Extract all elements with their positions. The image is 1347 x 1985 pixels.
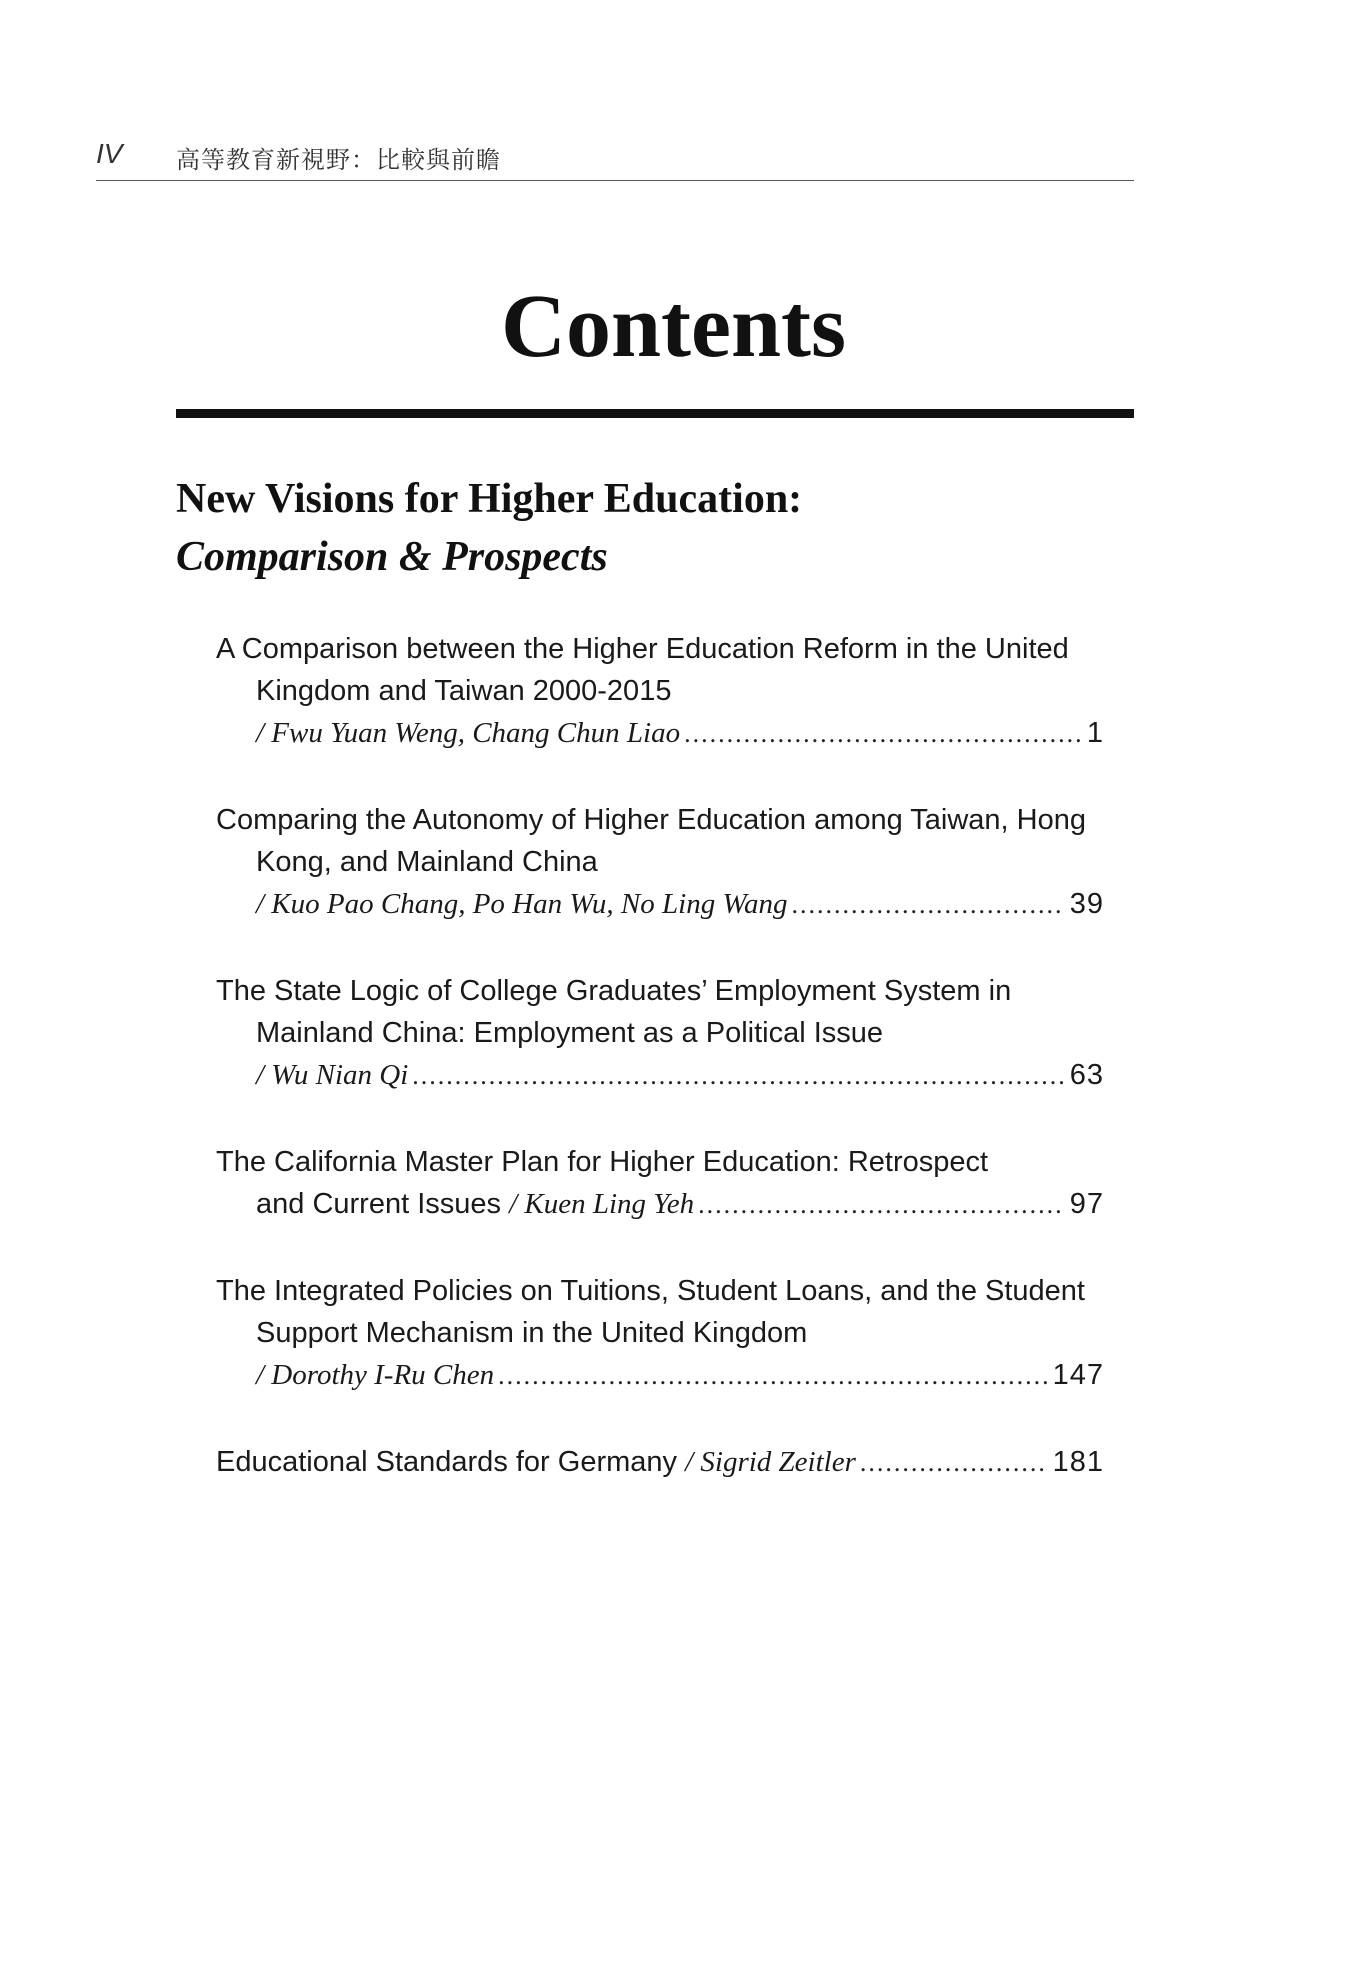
entry-title: Comparing the Autonomy of Higher Education among Taiwan, Hong Kong, and Mainland China xyxy=(216,804,1086,878)
entry-author: / Fwu Yuan Weng, Chang Chun Liao xyxy=(256,717,681,749)
entry-page-number: 1 xyxy=(1086,717,1104,749)
entry-page-number: 181 xyxy=(1052,1446,1104,1478)
section-heading xyxy=(176,470,802,586)
entry-page-number: 147 xyxy=(1052,1359,1104,1391)
toc-entry[interactable] xyxy=(216,628,1104,755)
toc-entry[interactable] xyxy=(216,970,1104,1097)
page-number: IV xyxy=(96,138,123,169)
toc-entry[interactable] xyxy=(216,1270,1104,1397)
entry-title: Educational Standards for Germany xyxy=(216,1446,678,1478)
running-header xyxy=(96,138,1134,181)
dot-leader xyxy=(791,884,1063,926)
dot-leader xyxy=(412,1055,1063,1097)
entry-title: The State Logic of College Graduates’ Employment System in Mainland China: Employment as a Political Issue xyxy=(216,975,1012,1049)
dot-leader xyxy=(498,1355,1046,1397)
entry-page-number: 39 xyxy=(1069,888,1104,920)
dot-leader xyxy=(698,1184,1064,1226)
entry-author: / Wu Nian Qi xyxy=(256,1059,409,1091)
dot-leader xyxy=(860,1442,1047,1484)
toc-entry[interactable] xyxy=(216,799,1104,926)
entry-title-line-1: The California Master Plan for Higher Education: Retrospect xyxy=(216,1146,989,1178)
toc-entry[interactable] xyxy=(216,1141,1104,1226)
entry-page-number: 97 xyxy=(1069,1188,1104,1220)
entry-title: The Integrated Policies on Tuitions, Student Loans, and the Student Support Mechanism in the United Kingdom xyxy=(216,1275,1085,1349)
book-title: 高等教育新視野：比較與前瞻 xyxy=(176,146,501,174)
entry-title-line-2: and Current Issues xyxy=(256,1188,502,1220)
section-subtitle: Comparison & Prospects xyxy=(176,534,608,580)
entry-page-number: 63 xyxy=(1069,1059,1104,1091)
entry-author: / Kuo Pao Chang, Po Han Wu, No Ling Wang xyxy=(256,888,788,920)
entry-author: / Dorothy I-Ru Chen xyxy=(256,1359,495,1391)
entry-author: / Kuen Ling Yeh xyxy=(509,1188,695,1220)
table-of-contents xyxy=(216,628,1104,1528)
entry-title: A Comparison between the Higher Education Reform in the United Kingdom and Taiwan 2000-2015 xyxy=(216,633,1069,707)
title-rule xyxy=(176,409,1134,418)
section-title: New Visions for Higher Education: xyxy=(176,476,803,522)
entry-author: / Sigrid Zeitler xyxy=(685,1446,856,1478)
contents-heading: Contents xyxy=(500,277,846,376)
dot-leader xyxy=(684,713,1081,755)
toc-entry[interactable] xyxy=(216,1441,1104,1484)
